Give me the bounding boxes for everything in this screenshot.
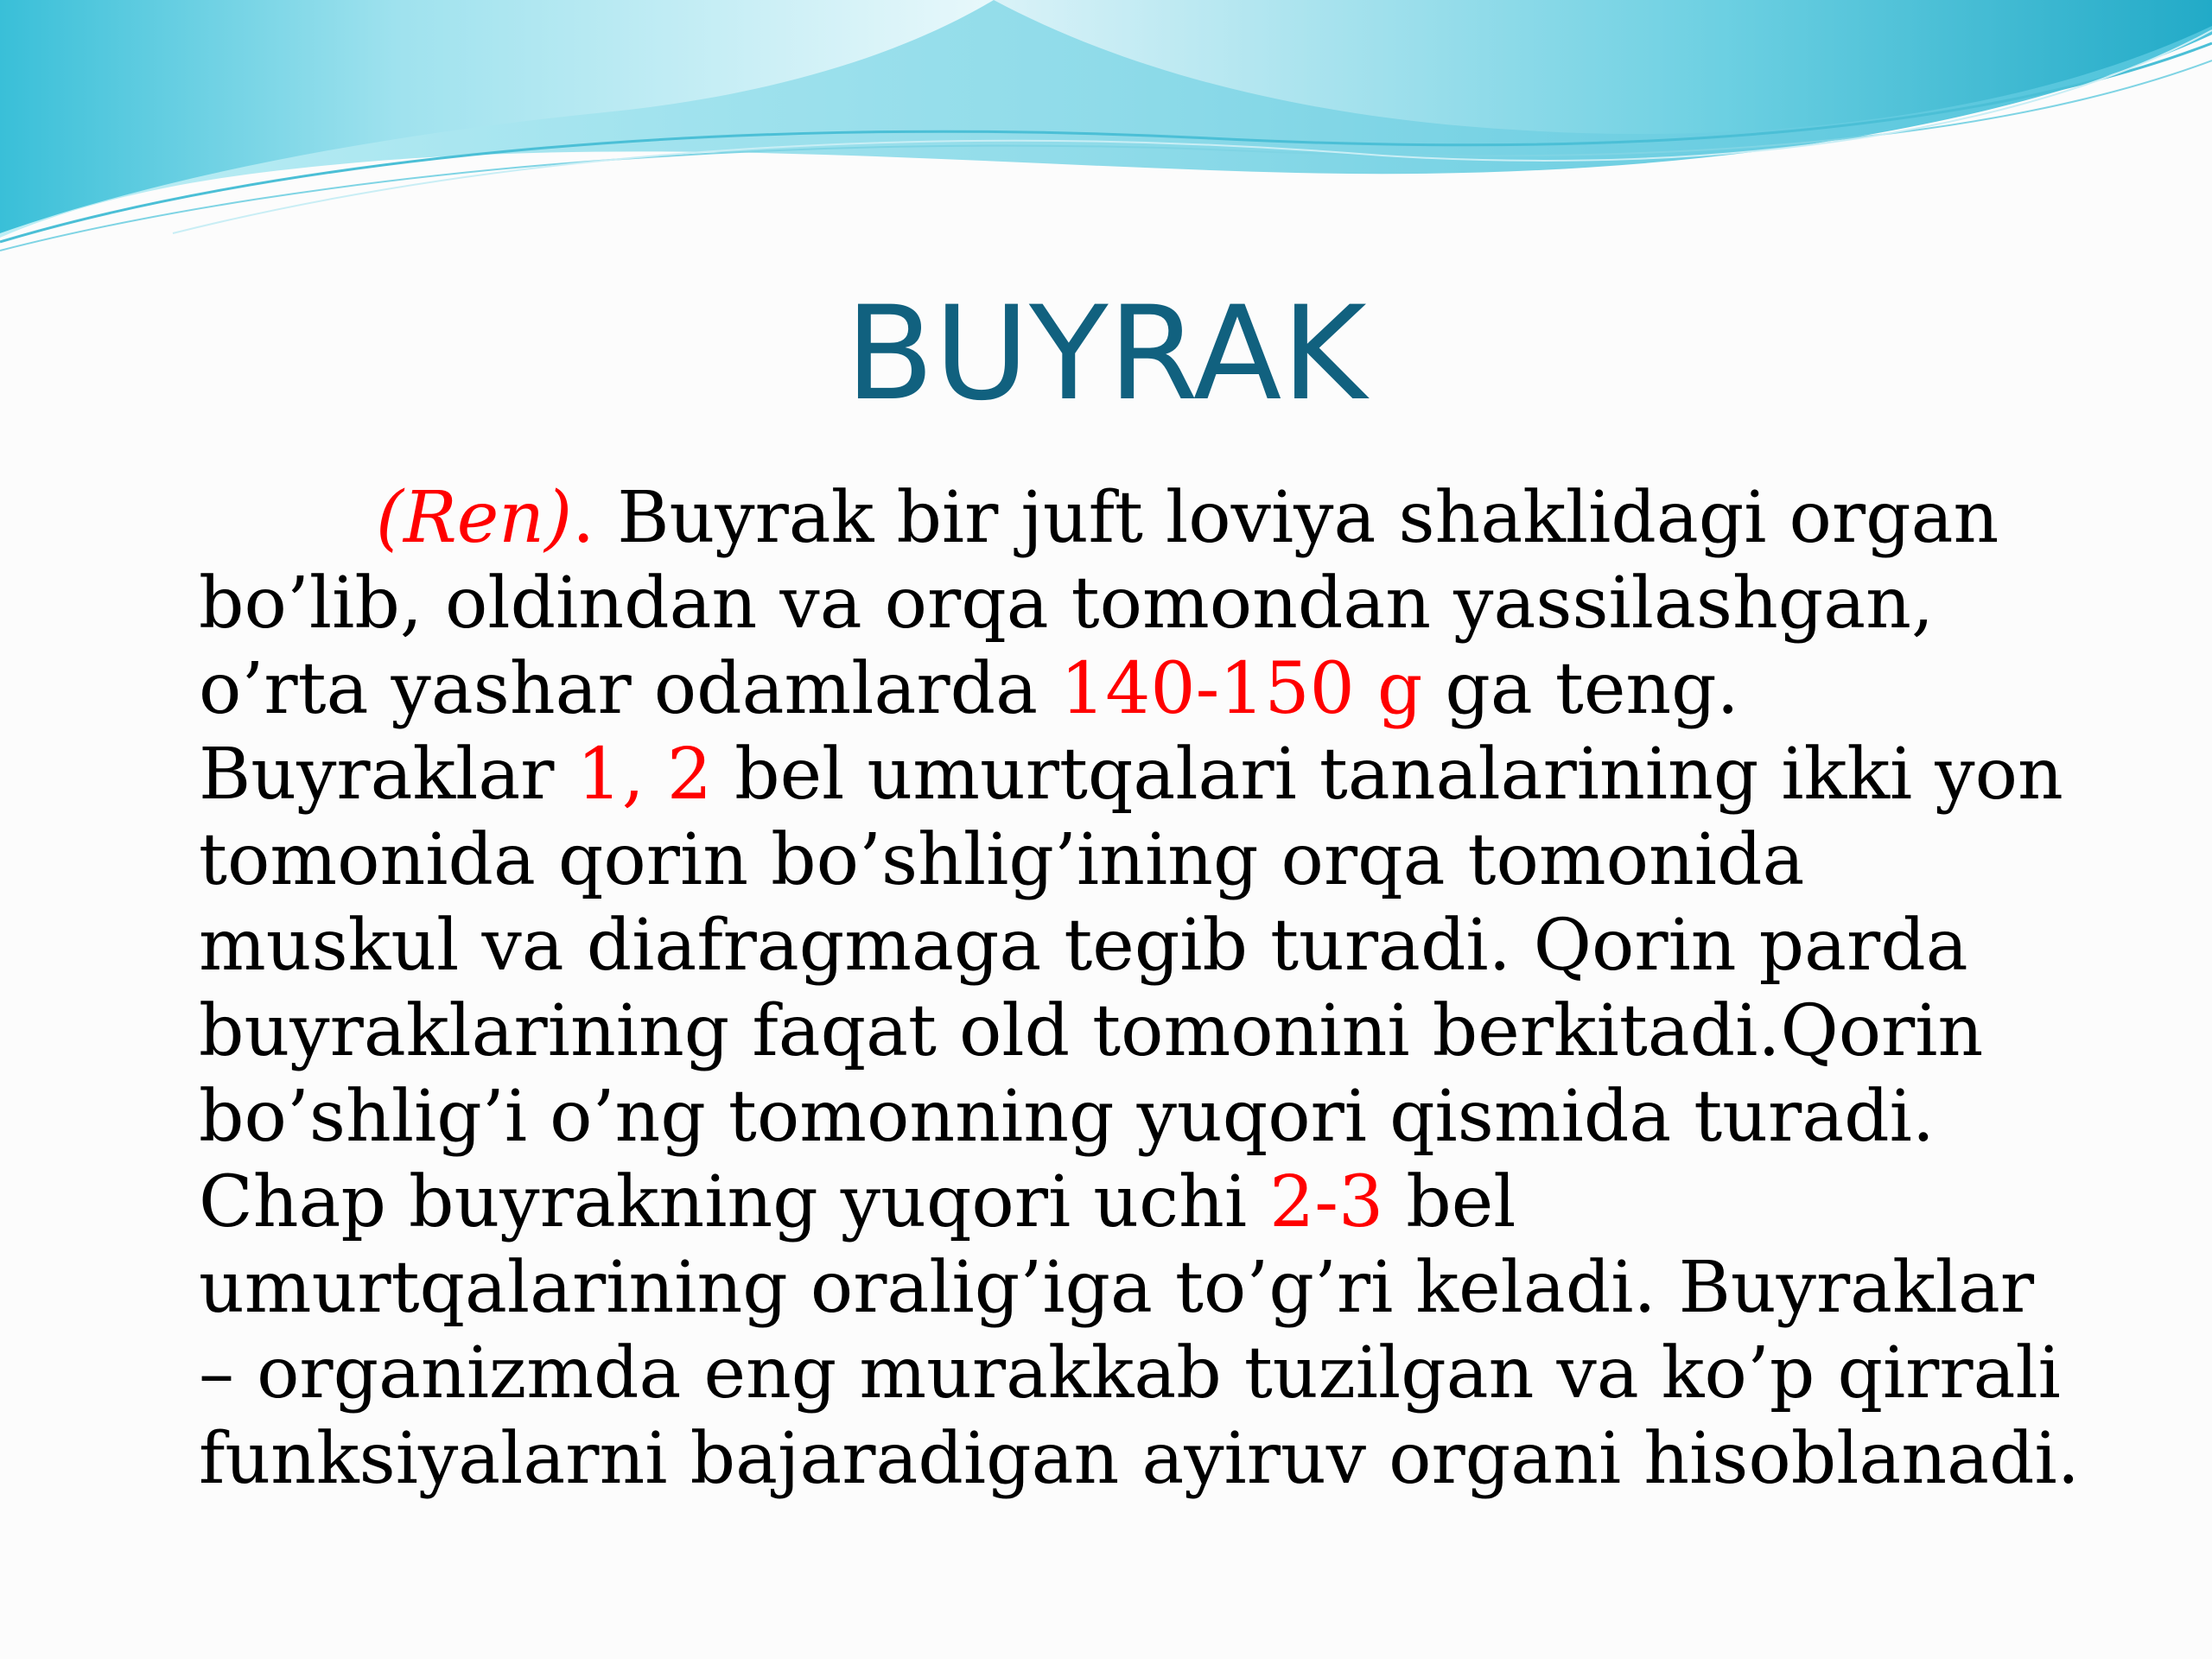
vertebrae-highlight-1: 1, 2 xyxy=(576,734,713,816)
wave-decoration xyxy=(0,0,2212,259)
latin-name: (Ren) xyxy=(376,477,573,559)
kidney-weight-highlight: 140-150 g xyxy=(1060,648,1423,730)
text-part-4: bel umurtqalarining oralig’iga to’g’ri keladi. Buyraklar – organizmda eng murakkab tuzilgan va ko’p qirrali funksiyalarni bajaradigan ayiruv organi hisoblanadi. xyxy=(199,1161,2080,1500)
text-part-1: Buyrak bir juft loviya shaklidagi organ bo’lib, oldindan va orqa tomondan yassilashgan, o’rta yashar odamlarda xyxy=(199,477,1999,730)
slide-body-text xyxy=(199,475,2082,1502)
text-part-2: ga teng. Buyraklar xyxy=(199,648,1739,816)
vertebrae-highlight-2: 2-3 xyxy=(1269,1161,1384,1243)
slide-title: BUYRAK xyxy=(845,279,1367,429)
latin-name-period: . xyxy=(572,477,595,559)
text-part-3: bel umurtqalari tanalarining ikki yon tomonida qorin bo’shlig’ining orqa tomonida muskul va diafragmaga tegib turadi. Qorin parda buyraklarining faqat old tomonini berkitadi.Qorin bo’shlig’i o’ng tomonning yuqori qismida turadi. Chap buyrakning yuqori uchi xyxy=(199,734,2063,1243)
